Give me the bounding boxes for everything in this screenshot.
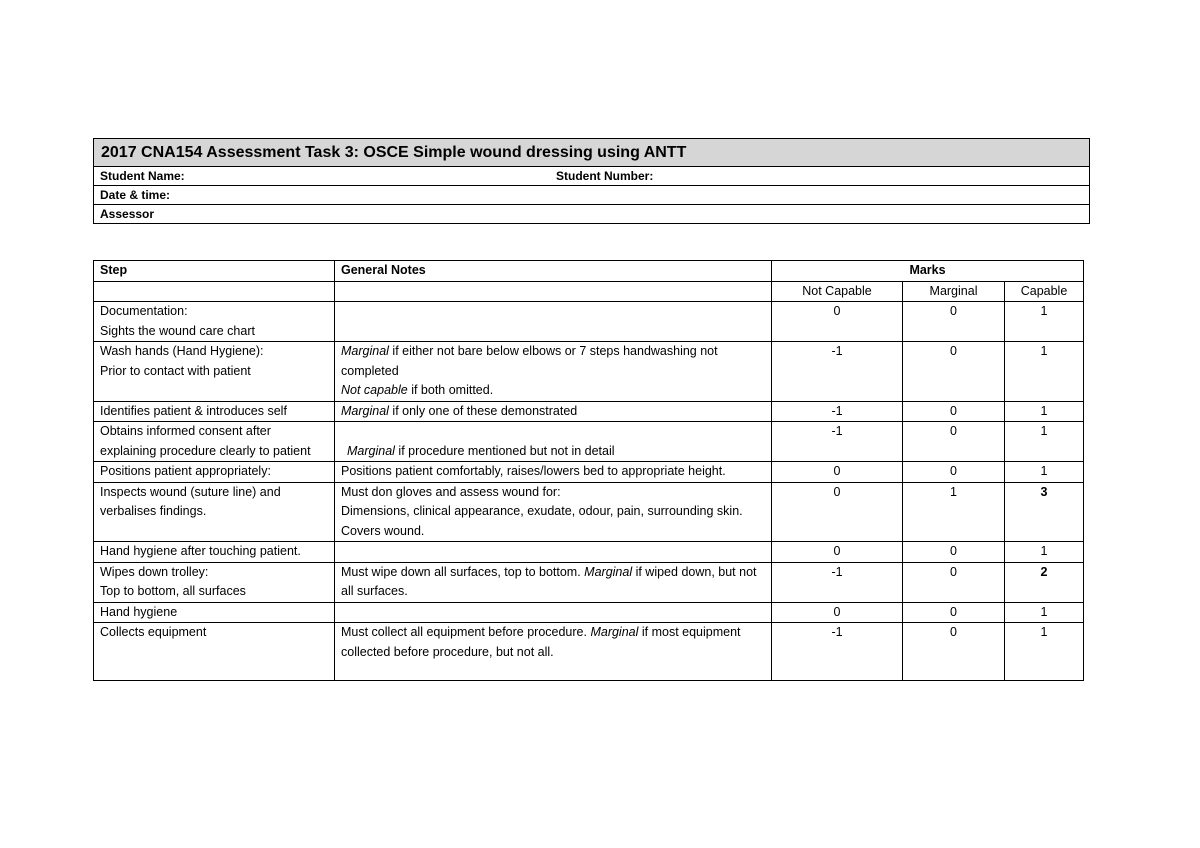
- notes-text: Dimensions, clinical appearance, exudate, odour, pain, surrounding skin. Covers wound.: [341, 504, 743, 538]
- step-cell: [94, 302, 335, 342]
- step-title: Hand hygiene: [100, 604, 178, 619]
- step-title: Wash hands (Hand Hygiene):: [100, 344, 264, 358]
- mark-capable: 1: [1005, 623, 1084, 681]
- mark-marginal: 0: [903, 623, 1005, 681]
- notes-text: if procedure mentioned but not in detail: [394, 443, 615, 458]
- step-cell: [94, 482, 335, 542]
- step-cell: [94, 422, 335, 462]
- mark-not-capable: -1: [772, 422, 903, 462]
- step-title: Positions patient appropriately:: [100, 464, 271, 478]
- mark-capable: 1: [1005, 342, 1084, 402]
- column-header-step: Step: [94, 261, 335, 282]
- mark-capable: 1: [1005, 302, 1084, 342]
- notes-text: if both omitted.: [407, 383, 494, 397]
- student-info-row: [94, 167, 1090, 186]
- step-title: Collects equipment: [100, 625, 207, 639]
- table-row: [94, 401, 1084, 422]
- notes-italic: Not capable: [341, 383, 408, 397]
- notes-text: Must don gloves and assess wound for:: [341, 484, 561, 499]
- mark-not-capable: 0: [772, 462, 903, 483]
- assessor-label: Assessor: [94, 205, 1090, 224]
- notes-text: if either not bare below elbows or 7 steps handwashing not completed: [341, 344, 718, 378]
- notes-cell: [335, 422, 772, 462]
- mark-not-capable: 0: [772, 302, 903, 342]
- column-header-notes: General Notes: [335, 261, 772, 282]
- step-title: Wipes down trolley:: [100, 564, 209, 579]
- notes-cell: [335, 401, 772, 422]
- step-cell: [94, 623, 335, 681]
- mark-marginal: 0: [903, 562, 1005, 602]
- notes-cell: [335, 623, 772, 681]
- step-cell: [94, 342, 335, 402]
- mark-marginal: 0: [903, 302, 1005, 342]
- student-name-label: Student Name:: [100, 169, 185, 183]
- notes-italic: Marginal: [584, 564, 633, 579]
- notes-italic: Marginal: [341, 344, 389, 358]
- mark-not-capable: -1: [772, 562, 903, 602]
- rubric-subheader-row: [94, 281, 1084, 302]
- step-title: Documentation:: [100, 304, 188, 318]
- notes-cell: [335, 542, 772, 563]
- table-row: [94, 422, 1084, 462]
- mark-marginal: 0: [903, 542, 1005, 563]
- date-time-label: Date & time:: [94, 186, 1090, 205]
- notes-italic: Marginal: [590, 625, 639, 639]
- mark-marginal: 1: [903, 482, 1005, 542]
- mark-capable: 1: [1005, 462, 1084, 483]
- notes-cell: [335, 462, 772, 483]
- notes-text: Must wipe down all surfaces, top to bottom.: [341, 564, 585, 579]
- mark-capable: 2: [1005, 562, 1084, 602]
- notes-text: if wiped down, but not all surfaces.: [341, 564, 757, 598]
- step-cell: [94, 401, 335, 422]
- notes-cell: [335, 482, 772, 542]
- subheader-capable: Capable: [1005, 281, 1084, 302]
- mark-marginal: 0: [903, 342, 1005, 402]
- mark-not-capable: -1: [772, 623, 903, 681]
- table-row: [94, 462, 1084, 483]
- step-title: Identifies patient & introduces self: [100, 403, 287, 418]
- student-number-label: Student Number:: [556, 169, 654, 183]
- mark-capable: 1: [1005, 602, 1084, 623]
- step-title: Inspects wound (suture line) and verbalises findings.: [100, 484, 281, 518]
- assessment-title: 2017 CNA154 Assessment Task 3: OSCE Simple wound dressing using ANTT: [94, 139, 1090, 167]
- subheader-marginal: Marginal: [903, 281, 1005, 302]
- notes-text: if most equipment collected before procedure, but not all.: [341, 625, 741, 659]
- table-row: [94, 482, 1084, 542]
- table-row: [94, 623, 1084, 681]
- step-detail: Sights the wound care chart: [100, 323, 255, 338]
- notes-italic: Marginal: [341, 403, 389, 418]
- subheader-not-capable: Not Capable: [772, 281, 903, 302]
- subheader-empty-step: [94, 281, 335, 302]
- notes-cell: [335, 342, 772, 402]
- step-title: Hand hygiene after touching patient.: [100, 544, 301, 558]
- notes-cell: [335, 302, 772, 342]
- step-cell: [94, 542, 335, 563]
- step-cell: [94, 462, 335, 483]
- notes-text: Positions patient comfortably, raises/lowers bed to appropriate height.: [341, 464, 726, 478]
- mark-not-capable: 0: [772, 602, 903, 623]
- notes-italic: Marginal: [347, 443, 395, 458]
- table-row: [94, 542, 1084, 563]
- mark-not-capable: -1: [772, 401, 903, 422]
- step-title: Obtains informed consent after explaining procedure clearly to patient: [100, 424, 311, 458]
- notes-cell: [335, 602, 772, 623]
- assessment-header-table: [93, 138, 1090, 224]
- table-row: [94, 342, 1084, 402]
- mark-not-capable: 0: [772, 482, 903, 542]
- mark-capable: 1: [1005, 422, 1084, 462]
- mark-marginal: 0: [903, 602, 1005, 623]
- table-row: [94, 562, 1084, 602]
- notes-text: if only one of these demonstrated: [388, 403, 578, 418]
- rubric-header-row: [94, 261, 1084, 282]
- marking-rubric-table: [93, 260, 1084, 681]
- step-detail: Prior to contact with patient: [100, 363, 251, 378]
- mark-capable: 1: [1005, 401, 1084, 422]
- mark-not-capable: 0: [772, 542, 903, 563]
- mark-marginal: 0: [903, 462, 1005, 483]
- mark-marginal: 0: [903, 401, 1005, 422]
- table-row: [94, 302, 1084, 342]
- subheader-empty-notes: [335, 281, 772, 302]
- mark-not-capable: -1: [772, 342, 903, 402]
- notes-cell: [335, 562, 772, 602]
- table-row: [94, 602, 1084, 623]
- mark-marginal: 0: [903, 422, 1005, 462]
- step-cell: [94, 602, 335, 623]
- notes-text: Must collect all equipment before procedure.: [341, 625, 591, 639]
- mark-capable: 3: [1005, 482, 1084, 542]
- mark-capable: 1: [1005, 542, 1084, 563]
- column-header-marks: Marks: [772, 261, 1084, 282]
- step-detail: Top to bottom, all surfaces: [100, 584, 246, 598]
- step-cell: [94, 562, 335, 602]
